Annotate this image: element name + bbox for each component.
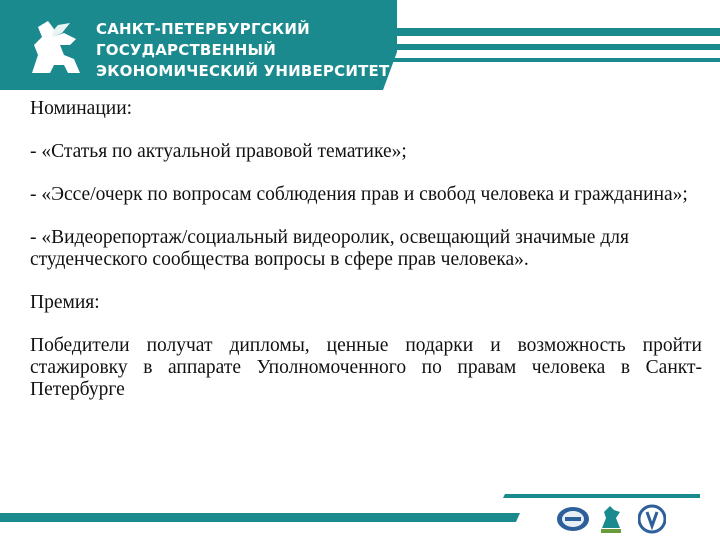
nominations-heading: Номинации:	[30, 98, 133, 119]
university-name-line-3: ЭКОНОМИЧЕСКИЙ УНИВЕРСИТЕТ	[96, 62, 390, 80]
university-name	[96, 19, 389, 82]
footer-bar	[0, 480, 720, 540]
nomination-item-article: - «Статья по актуальной правовой тематике»;	[30, 141, 407, 162]
university-name-line-1: САНКТ-ПЕТЕРБУРГСКИЙ	[96, 20, 310, 38]
slide-content	[30, 98, 702, 401]
prize-text: Победители получат дипломы, ценные подарки и возможность пройти стажировку в аппарате Уполномоченного по правам человека в Санкт-Петербурге	[30, 335, 702, 400]
university-name-line-2: ГОСУДАРСТВЕННЫЙ	[96, 41, 276, 59]
nomination-item-essay: - «Эссе/очерк по вопросам соблюдения прав и свобод человека и гражданина»;	[30, 184, 688, 205]
header-banner	[0, 0, 720, 90]
prize-heading: Премия:	[30, 292, 100, 313]
nomination-item-video: - «Видеорепортаж/социальный видеоролик, освещающий значимые для студенческого сообщества вопросы в сфере прав человека».	[30, 227, 629, 270]
